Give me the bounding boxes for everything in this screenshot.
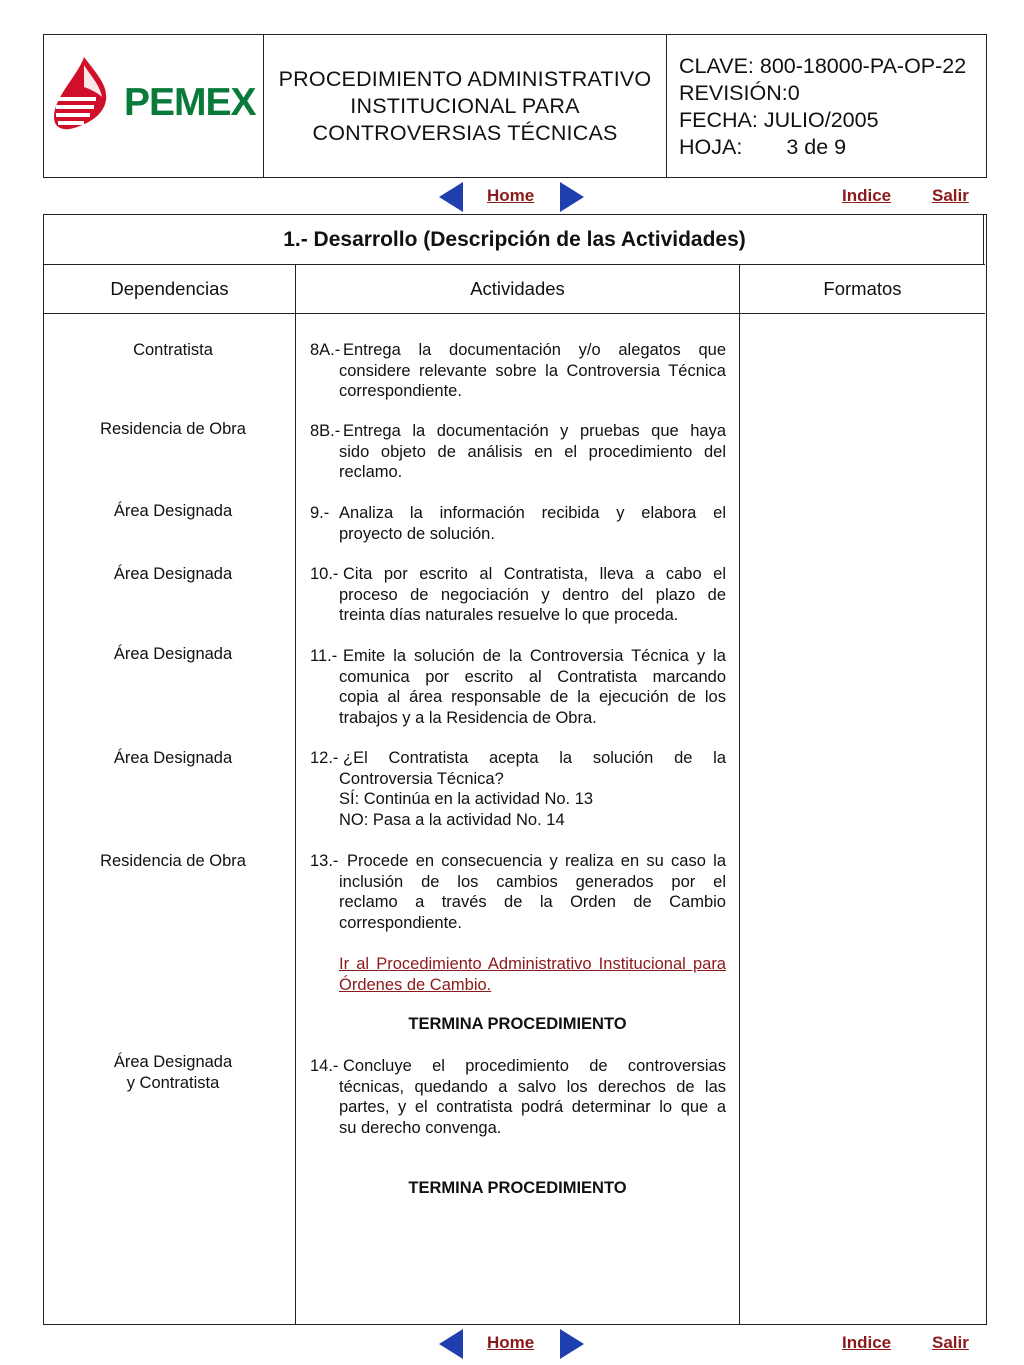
activity-item (310, 503, 726, 544)
revision: REVISIÓN:0 (679, 81, 800, 105)
activity-line: Procede en consecuencia y realiza en su caso la (347, 852, 726, 870)
activity-number: 10.- (310, 565, 339, 583)
dependencia-line: Área Designada (113, 1053, 233, 1071)
activity-line: sido objeto de análisis en el procedimiento del (339, 442, 726, 461)
dependencia-cell: Residencia de Obra (100, 852, 246, 870)
pemex-logo (44, 35, 264, 177)
activity-line: Controversia Técnica? (339, 769, 504, 788)
activity-line: treinta días naturales resuelve lo que proceda. (339, 606, 679, 624)
activity-number: 8A.- (310, 341, 341, 359)
termina-procedimiento: TERMINA PROCEDIMIENTO (408, 1179, 627, 1197)
activity-item (310, 851, 726, 933)
hoja (679, 134, 986, 161)
termina-procedimiento: TERMINA PROCEDIMIENTO (408, 1015, 627, 1033)
title-line: PROCEDIMIENTO ADMINISTRATIVO (278, 66, 652, 91)
activity-text (310, 564, 726, 626)
activity-line: Entrega la documentación y/o alegatos que (343, 341, 726, 359)
activity-line: SÍ: Continúa en la actividad No. 13 (339, 790, 594, 808)
dependencia-cell: Contratista (133, 341, 213, 359)
activities-table (43, 214, 987, 1325)
activity-text (310, 340, 726, 402)
ordenes-cambio-link[interactable]: Órdenes de Cambio. (339, 975, 492, 994)
document-title (264, 35, 667, 177)
activity-text (310, 503, 726, 544)
home-link[interactable]: Home (487, 186, 535, 205)
activity-item (310, 1056, 726, 1138)
dependencia-cell: Área Designada (113, 502, 233, 520)
activity-line: comunica por escrito al Contratista marcando (339, 667, 726, 686)
activity-line: su derecho convenga. (339, 1118, 502, 1137)
bottom-nav (0, 1327, 1024, 1363)
prev-arrow-icon[interactable] (439, 182, 463, 212)
activity-line: Emite la solución de la Controversia Técnica y la (343, 647, 726, 665)
activity-number: 9.- (310, 504, 330, 522)
activity-line: correspondiente. (339, 382, 462, 400)
activity-text (310, 421, 726, 483)
activity-number: 11.- (310, 647, 338, 665)
activity-line: Concluye el procedimiento de controversias (343, 1057, 726, 1075)
activity-line: NO: Pasa a la actividad No. 14 (339, 810, 565, 829)
pemex-wordmark: PEMEX (124, 81, 256, 124)
ordenes-cambio-link[interactable]: Ir al Procedimiento Administrativo Institucional para (339, 955, 726, 973)
activity-line: Entrega la documentación y pruebas que haya (343, 422, 726, 440)
fecha: FECHA: JULIO/2005 (679, 108, 879, 132)
title-line: INSTITUCIONAL PARA (350, 93, 580, 118)
next-arrow-icon[interactable] (560, 1329, 584, 1359)
activity-item (310, 748, 726, 830)
home-link[interactable]: Home (487, 1333, 535, 1352)
dependencia-cell (44, 1052, 302, 1094)
dependencia-cell: Residencia de Obra (100, 420, 246, 438)
document-header (43, 34, 987, 178)
activity-item (310, 646, 726, 728)
column-header-formatos: Formatos (823, 277, 902, 299)
title-line: CONTROVERSIAS TÉCNICAS (312, 120, 618, 145)
column-divider (739, 264, 740, 1324)
activity-number: 14.- (310, 1057, 339, 1075)
section-title: 1.- Desarrollo (Descripción de las Actividades) (44, 215, 985, 265)
indice-link[interactable]: Indice (842, 1333, 892, 1352)
activity-number: 12.- (310, 749, 339, 767)
activity-line: copia al área responsable de la ejecución de los (339, 688, 726, 706)
activity-text (310, 646, 726, 728)
activity-item (310, 421, 726, 483)
activity-number: 13.- (310, 852, 339, 870)
column-headers (44, 264, 985, 314)
activity-line: reclamo. (339, 463, 403, 481)
activity-line: ¿El Contratista acepta la solución de la (343, 749, 726, 767)
activity-line: Cita por escrito al Contratista, lleva a cabo el (343, 565, 726, 583)
dependencia-cell: Área Designada (113, 565, 233, 583)
indice-link[interactable]: Indice (842, 186, 892, 205)
activity-line: trabajos y a la Residencia de Obra. (339, 708, 597, 727)
dependencia-cell: Área Designada (113, 749, 233, 767)
activity-line: Analiza la información recibida y elabora el (339, 504, 726, 522)
hoja-value: 3 de 9 (786, 135, 847, 159)
dependencia-line: y Contratista (126, 1074, 220, 1092)
activity-line: reclamo a través de la Orden de Cambio (339, 893, 726, 911)
activity-number: 8B.- (310, 422, 341, 440)
clave: CLAVE: 800-18000-PA-OP-22 (679, 54, 967, 78)
cambio-link-block (310, 954, 726, 995)
next-arrow-icon[interactable] (560, 182, 584, 212)
activity-line: partes, y el contratista podrá determinar lo que a (339, 1098, 726, 1116)
activity-line: proceso de negociación y dentro del plazo de (339, 585, 726, 604)
dependencia-cell: Área Designada (113, 645, 233, 663)
salir-link[interactable]: Salir (932, 1333, 969, 1352)
activity-line: proyecto de solución. (339, 524, 495, 543)
activity-line: técnicas, quedando a salvo los derechos de las (339, 1077, 726, 1096)
activity-line: considere relevante sobre la Controversia Técnica (339, 361, 726, 380)
column-header-dependencias: Dependencias (110, 277, 229, 299)
activity-text (310, 1056, 726, 1138)
column-header-actividades: Actividades (470, 277, 565, 299)
prev-arrow-icon[interactable] (439, 1329, 463, 1359)
top-nav (0, 180, 1024, 216)
salir-link[interactable]: Salir (932, 186, 969, 205)
activity-text (310, 954, 726, 995)
activity-text (310, 748, 726, 830)
activity-item (310, 564, 726, 626)
document-meta (667, 35, 986, 177)
hoja-label: HOJA: (679, 135, 743, 159)
activity-text (310, 851, 726, 933)
activity-line: correspondiente. (339, 913, 462, 932)
activity-item (310, 340, 726, 402)
activity-line: inclusión de los cambios generados por el (339, 872, 726, 891)
